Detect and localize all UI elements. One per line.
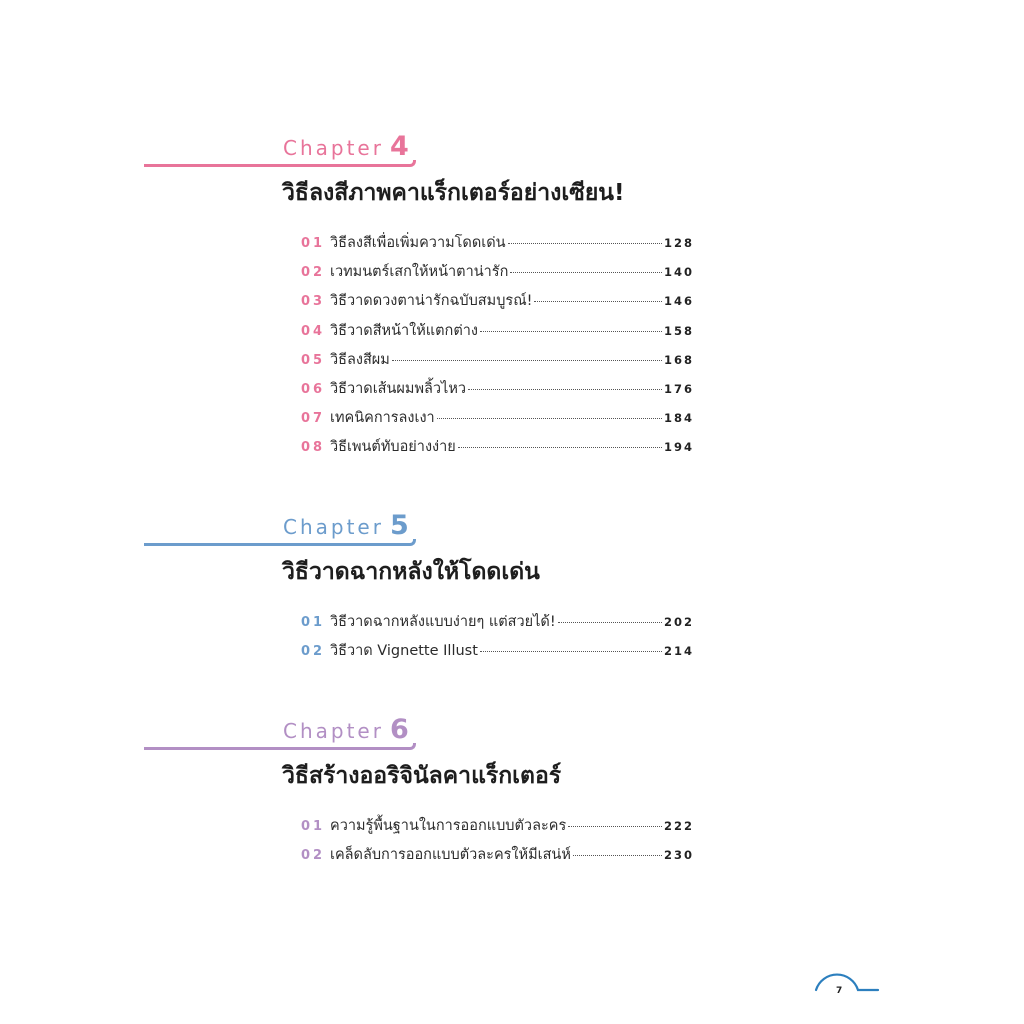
chapter-divider xyxy=(144,539,416,546)
toc-item-title: วิธีวาดเส้นผมพลิ้วไหว xyxy=(330,380,467,397)
chapter-number: 4 xyxy=(389,131,409,162)
toc-item-page: 128 xyxy=(663,236,694,250)
toc-item-title: เคล็ดลับการออกแบบตัวละครให้มีเสน่ห์ xyxy=(330,847,571,864)
toc-item-number: 06 xyxy=(301,381,326,397)
dot-leader xyxy=(510,272,662,273)
toc-item-number: 01 xyxy=(301,819,326,834)
toc-list xyxy=(301,610,694,668)
toc-item-number: 02 xyxy=(301,848,326,864)
toc-item-number: 02 xyxy=(301,644,326,660)
chapter-title: วิธีวาดฉากหลังให้โดดเด่น xyxy=(282,559,540,585)
dot-leader xyxy=(480,331,662,332)
chapter-number: 6 xyxy=(389,714,409,745)
toc-list xyxy=(301,814,694,872)
page-arc-icon xyxy=(812,968,882,998)
toc-item-number: 03 xyxy=(301,294,326,310)
page-number: 7 xyxy=(836,986,843,996)
dot-leader xyxy=(568,826,662,827)
toc-item-title: วิธีวาดสีหน้าให้แตกต่าง xyxy=(330,322,478,339)
toc-item[interactable] xyxy=(301,639,694,668)
dot-leader xyxy=(534,301,662,302)
toc-item-number: 01 xyxy=(301,236,326,251)
toc-item-page: 194 xyxy=(663,440,694,455)
toc-item-number: 05 xyxy=(301,352,326,368)
chapter-number: 5 xyxy=(389,510,409,541)
dot-leader xyxy=(480,651,662,652)
toc-item-page: 146 xyxy=(663,294,694,309)
toc-item-page: 222 xyxy=(663,819,694,833)
toc-item-title: วิธีลงสีเพื่อเพิ่มความโดดเด่น xyxy=(330,235,506,251)
dot-leader xyxy=(392,360,662,361)
dot-leader xyxy=(437,418,662,419)
toc-item[interactable] xyxy=(301,435,694,464)
toc-item[interactable] xyxy=(301,406,694,435)
chapter-title: วิธีลงสีภาพคาแร็กเตอร์อย่างเซียน! xyxy=(282,180,625,206)
chapter-word: Chapter xyxy=(283,136,384,160)
toc-item-title: วิธีวาดดวงตาน่ารักฉบับสมบูรณ์! xyxy=(330,293,533,310)
toc-item[interactable] xyxy=(301,231,694,260)
toc-item-title: วิธีวาด Vignette Illust xyxy=(330,643,478,660)
toc-item-page: 176 xyxy=(663,381,694,396)
toc-item[interactable] xyxy=(301,377,694,406)
toc-item-title: เวทมนตร์เสกให้หน้าตาน่ารัก xyxy=(330,264,509,281)
toc-item[interactable] xyxy=(301,843,694,872)
toc-item-page: 202 xyxy=(663,615,694,629)
chapter-label xyxy=(283,131,409,163)
toc-item-number: 01 xyxy=(301,615,326,630)
toc-item-title: วิธีเพนต์ทับอย่างง่าย xyxy=(330,439,456,456)
chapter-label xyxy=(283,510,409,542)
toc-item-title: เทคนิคการลงเงา xyxy=(330,410,435,427)
toc-item-page: 140 xyxy=(663,265,694,280)
chapter-title: วิธีสร้างออริจินัลคาแร็กเตอร์ xyxy=(282,763,562,789)
dot-leader xyxy=(558,622,662,623)
toc-item-title: ความรู้พื้นฐานในการออกแบบตัวละคร xyxy=(330,818,567,834)
toc-item[interactable] xyxy=(301,814,694,843)
toc-item-page: 214 xyxy=(663,644,694,659)
chapter-divider xyxy=(144,743,416,750)
toc-item-title: วิธีวาดฉากหลังแบบง่ายๆ แต่สวยได้! xyxy=(330,614,556,630)
toc-item[interactable] xyxy=(301,260,694,289)
dot-leader xyxy=(508,243,662,244)
toc-item-page: 230 xyxy=(663,848,694,863)
dot-leader xyxy=(468,389,662,390)
toc-item-number: 07 xyxy=(301,411,326,427)
toc-item[interactable] xyxy=(301,289,694,318)
chapter-word: Chapter xyxy=(283,515,384,539)
toc-item[interactable] xyxy=(301,348,694,377)
chapter-divider xyxy=(144,160,416,167)
toc-list xyxy=(301,231,694,465)
toc-item-page: 168 xyxy=(663,352,694,367)
toc-item-page: 184 xyxy=(663,411,694,426)
toc-item[interactable] xyxy=(301,319,694,348)
toc-item-page: 158 xyxy=(663,323,694,338)
toc-item[interactable] xyxy=(301,610,694,639)
toc-item-number: 08 xyxy=(301,440,326,456)
toc-item-number: 04 xyxy=(301,323,326,339)
page-number-badge xyxy=(812,968,882,1008)
chapter-word: Chapter xyxy=(283,719,384,743)
toc-item-title: วิธีลงสีผม xyxy=(330,351,390,368)
dot-leader xyxy=(458,447,662,448)
toc-item-number: 02 xyxy=(301,265,326,281)
dot-leader xyxy=(573,855,662,856)
chapter-label xyxy=(283,714,409,746)
